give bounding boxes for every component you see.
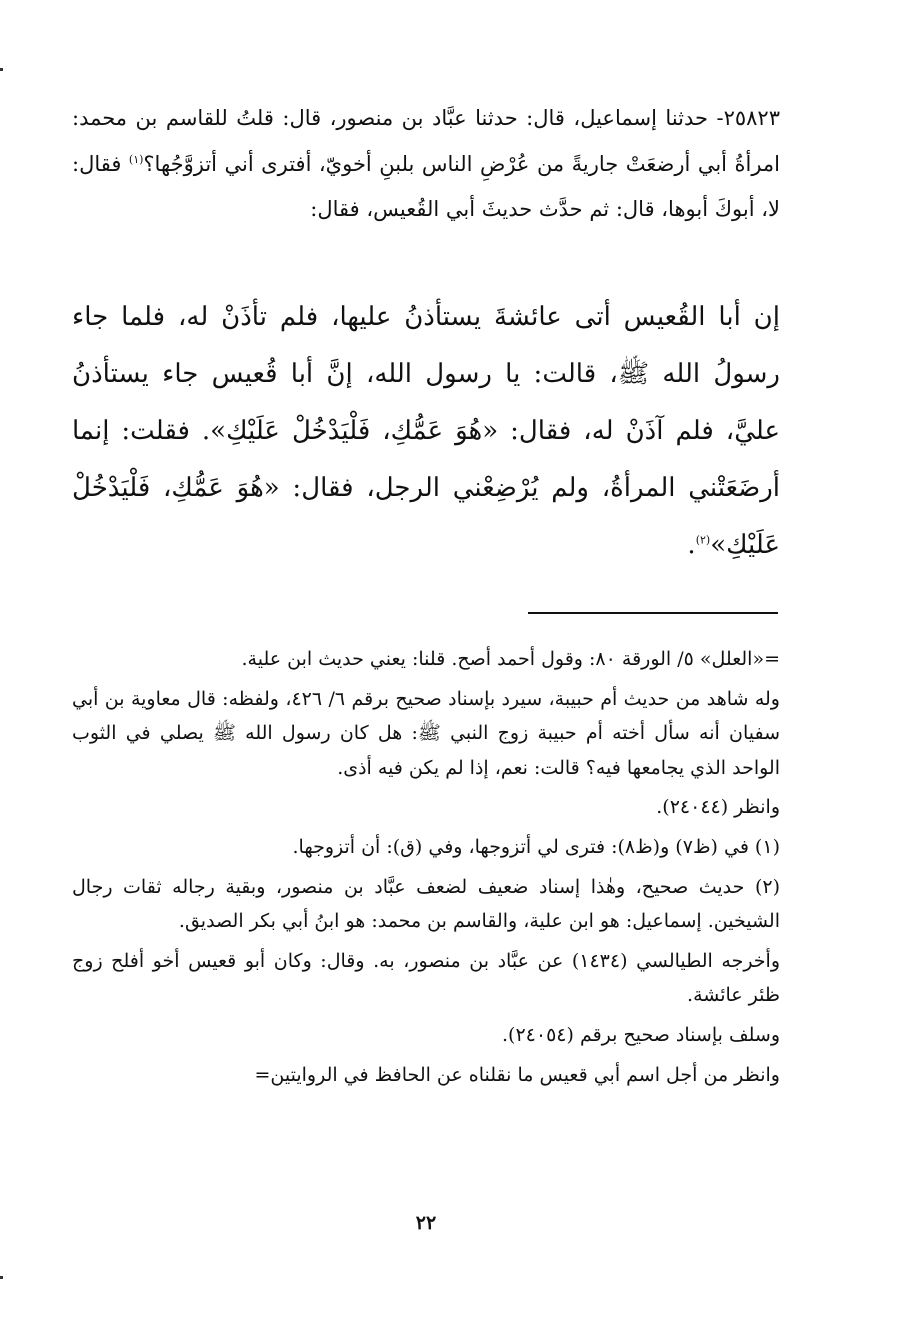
- footnote-paragraph: وسلف بإسناد صحيح برقم (٢٤٠٥٤).: [502, 1023, 780, 1046]
- footnote-1: (١) في (ظ٧) و(ظ٨): فترى لي أتزوجها، وفي (ق): أن أتزوجها.: [292, 835, 780, 858]
- footnote-marker-1: (١): [128, 152, 144, 166]
- isnad-text-continued: فقال: لا، أبوكَ أبوها، قال: ثم حدَّث حديثَ أبي القُعيس، فقال:: [72, 151, 780, 221]
- footnote-2: (٢) حديث صحيح، وهٰذا إسناد ضعيف لضعف عبَّاد بن منصور، وبقية رجاله ثقات رجال الشيخين. إسماعيل: هو ابن علية، والقاسم بن محمد: هو ابنُ أبي بكر الصديق.: [72, 875, 780, 933]
- scan-edge-mark: [0, 68, 3, 71]
- footnote-separator: [528, 612, 778, 614]
- scan-edge-mark: [0, 1276, 3, 1279]
- footnote-marker-2: (٢): [695, 533, 711, 547]
- footnote-paragraph: وأخرجه الطيالسي (١٤٣٤) عن عبَّاد بن منصور، به. وقال: وكان أبو قعيس أخو أفلح زوج ظئر عائشة.: [72, 949, 781, 1007]
- page-number: ٢٢: [415, 1212, 437, 1234]
- hadith-matn: [72, 289, 780, 574]
- footnote-paragraph: وانظر من أجل اسم أبي قعيس ما نقلناه عن الحافظ في الروايتين=: [254, 1063, 780, 1086]
- footnote-paragraph: وانظر (٢٤٠٤٤).: [656, 796, 780, 819]
- hadith-isnad: [72, 96, 780, 233]
- book-page: [72, 0, 780, 1339]
- isnad-text: ٢٥٨٢٣- حدثنا إسماعيل، قال: حدثنا عبَّاد بن منصور، قال: قلتُ للقاسم بن محمد: امرأةُ أبي أرضعَتْ جاريةً من عُرْضِ الناس بلبنِ أخويّ، أفترى أني أتزوَّجُها؟: [72, 106, 780, 176]
- matn-end: .: [687, 530, 696, 560]
- footnote-paragraph: =«العلل» ٥/ الورقة ٨٠: وقول أحمد أصح. قلنا: يعني حديث ابن علية.: [241, 648, 780, 670]
- footnotes-section: [72, 642, 780, 1097]
- footnote-paragraph: وله شاهد من حديث أم حبيبة، سيرد بإسناد صحيح برقم ٦/ ٤٢٦، ولفظه: قال معاوية بن أبي سفيان أنه سأل أخته أم حبيبة زوج النبي ﷺ: هل كان رسول الله ﷺ يصلي في الثوب الواحد الذي يجامعها فيه؟ قالت: نعم، إذا لم يكن فيه أذى.: [72, 687, 780, 779]
- matn-text: إن أبا القُعيس أتى عائشةَ يستأذنُ عليها، فلم تأذَنْ له، فلما جاء رسولُ الله ﷺ، قالت: يا رسول الله، إنَّ أبا قُعيس جاء يستأذنُ عليَّ، فلم آذَنْ له، فقال: «هُوَ عَمُّكِ، فَلْيَدْخُلْ عَلَيْكِ». فقلت: إنما أرضَعَتْني المرأةُ، ولم يُرْضِعْني الرجل، فقال: «هُوَ عَمُّكِ، فَلْيَدْخُلْ عَلَيْكِ»: [72, 302, 780, 560]
